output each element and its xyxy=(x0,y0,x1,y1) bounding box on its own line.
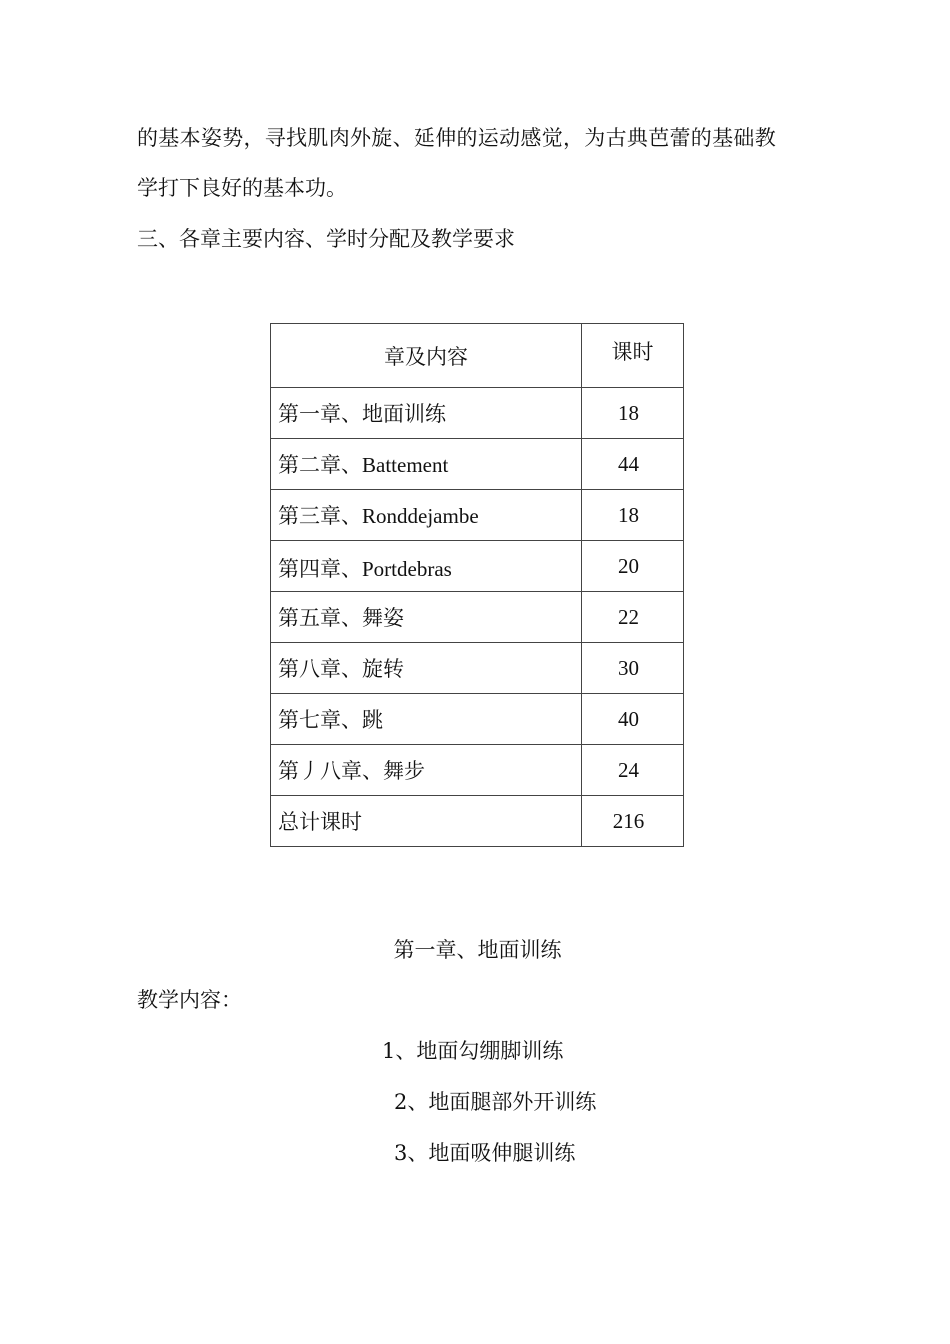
content-item: 2、地面腿部外开训练 xyxy=(394,1090,597,1114)
chapter-cell xyxy=(271,439,582,490)
chapter-title: 第一章、地面训练 xyxy=(393,938,562,962)
chapter-cell xyxy=(271,388,582,439)
chapter-cell xyxy=(271,541,582,592)
content-label: 教学内容： xyxy=(137,988,242,1012)
chapter-prefix: 第五章、 xyxy=(278,606,362,630)
chapter-prefix: 第一章、 xyxy=(278,402,362,426)
table-row xyxy=(271,694,684,745)
chapter-name: Ronddejambe xyxy=(362,504,479,528)
content-item: 1、地面勾绷脚训练 xyxy=(382,1039,564,1063)
table-row xyxy=(271,745,684,796)
section-heading: 三、各章主要内容、学时分配及教学要求 xyxy=(137,227,515,251)
chapter-prefix: 第丿八章、 xyxy=(278,759,383,783)
total-hours-cell: 216 xyxy=(582,796,684,847)
hours-cell: 20 xyxy=(582,541,684,592)
chapter-prefix: 第七章、 xyxy=(278,708,362,732)
chapter-prefix: 第八章、 xyxy=(278,657,362,681)
table-row xyxy=(271,490,684,541)
hours-cell: 30 xyxy=(582,643,684,694)
chapter-cell xyxy=(271,745,582,796)
hours-cell: 24 xyxy=(582,745,684,796)
table-row xyxy=(271,643,684,694)
chapter-cell xyxy=(271,694,582,745)
hours-allocation-table xyxy=(270,323,684,847)
total-label: 总计课时 xyxy=(278,810,362,834)
chapter-prefix: 第四章、 xyxy=(278,557,362,581)
total-label-cell xyxy=(271,796,582,847)
content-item: 3、地面吸伸腿训练 xyxy=(394,1141,576,1165)
intro-line-1: 的基本姿势，寻找肌肉外旋、延伸的运动感觉，为古典芭蕾的基础教 xyxy=(137,126,776,150)
table-row xyxy=(271,592,684,643)
chapter-prefix: 第二章、 xyxy=(278,453,362,477)
table-row xyxy=(271,541,684,592)
intro-line-2: 学打下良好的基本功。 xyxy=(137,176,347,200)
table-row xyxy=(271,388,684,439)
hours-cell: 18 xyxy=(582,490,684,541)
header-hours: 课时 xyxy=(582,324,684,388)
table-header-row xyxy=(271,324,684,388)
chapter-cell xyxy=(271,643,582,694)
chapter-name: 舞姿 xyxy=(362,606,404,630)
chapter-name: 旋转 xyxy=(362,657,404,681)
chapter-name: Battement xyxy=(362,453,449,477)
chapter-name: Portdebras xyxy=(362,557,452,581)
hours-cell: 40 xyxy=(582,694,684,745)
chapter-name: 舞步 xyxy=(383,759,425,783)
header-chapter-content: 章及内容 xyxy=(271,324,582,388)
hours-cell: 22 xyxy=(582,592,684,643)
hours-cell: 44 xyxy=(582,439,684,490)
chapter-name: 地面训练 xyxy=(362,402,446,426)
chapter-prefix: 第三章、 xyxy=(278,504,362,528)
table-row-total xyxy=(271,796,684,847)
chapter-name: 跳 xyxy=(362,708,383,732)
chapter-cell xyxy=(271,592,582,643)
table-row xyxy=(271,439,684,490)
chapter-cell xyxy=(271,490,582,541)
hours-cell: 18 xyxy=(582,388,684,439)
